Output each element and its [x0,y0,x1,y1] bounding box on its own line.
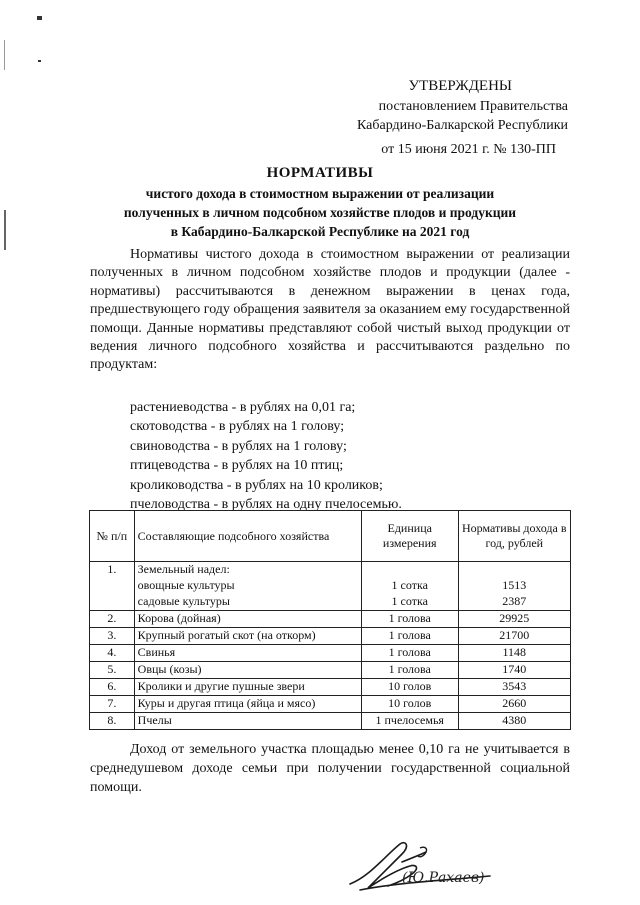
cell-name: Земельный надел: [134,562,361,579]
cell-num: 1. [90,562,135,579]
norms-table [89,510,571,730]
cell-value: 21700 [458,628,570,645]
cell-unit: 1 голова [361,645,458,662]
cell-value: 1513 [458,578,570,594]
table-row [90,594,571,611]
footer-text: Доход от земельного участка площадью менее 0,10 га не учитывается в среднедушевом доходе семьи при получении государственной социальной помощи. [90,742,570,795]
table-header-row [90,511,571,562]
title-sub: чистого дохода в стоимостном выражении от реализации [145,186,495,201]
cell-name: садовые культуры [134,594,361,611]
table-row [90,696,571,713]
scan-mark [4,40,5,70]
list-item: скотоводства - в рублях на 1 голову; [130,419,345,435]
cell-num [90,594,135,611]
approval-line: постановлением Правительства [378,99,568,114]
cell-unit: 1 голова [361,611,458,628]
cell-unit: 10 голов [361,696,458,713]
cell-num: 5. [90,662,135,679]
cell-num: 3. [90,628,135,645]
cell-num: 4. [90,645,135,662]
cell-num [90,578,135,594]
cell-unit: 1 сотка [361,594,458,611]
list-item: кролиководства - в рублях на 10 кроликов; [130,477,383,493]
cell-unit: 1 голова [361,662,458,679]
table-row [90,628,571,645]
signature-name: (Ю.Рахаев) [402,870,485,886]
table-row [90,679,571,696]
table-row [90,645,571,662]
title-sub: полученных в личном подсобном хозяйстве плодов и продукции [123,205,517,220]
approval-line: Кабардино-Балкарской Республики [357,118,568,133]
list-item: пчеловодства - в рублях на одну пчелосемью. [130,497,402,513]
approval-date: от 15 июня 2021 г. № 130-ПП [381,142,556,157]
cell-name: Пчелы [134,713,361,730]
header-num: № п/п [90,511,135,562]
title-sub: в Кабардино-Балкарской Республике на 2021 год [170,224,470,239]
approval-heading: УТВЕРЖДЕНЫ [408,78,512,94]
scan-mark [38,60,41,62]
document-title [60,162,580,241]
signature-image [340,836,500,896]
cell-value: 4380 [458,713,570,730]
scan-mark [37,16,42,20]
table-row [90,562,571,579]
cell-name: Корова (дойная) [134,611,361,628]
list-item: свиноводства - в рублях на 1 голову; [130,438,347,454]
header-name: Составляющие подсобного хозяйства [134,511,361,562]
cell-name: Крупный рогатый скот (на откорм) [134,628,361,645]
cell-num: 6. [90,679,135,696]
table-row [90,662,571,679]
cell-unit: 1 пчелосемья [361,713,458,730]
cell-unit: 1 сотка [361,578,458,594]
cell-num: 8. [90,713,135,730]
cell-num: 2. [90,611,135,628]
cell-unit: 1 голова [361,628,458,645]
list-item: птицеводства - в рублях на 10 птиц; [130,458,344,474]
cell-unit: 10 голов [361,679,458,696]
table-row [90,578,571,594]
list-item: растениеводства - в рублях на 0,01 га; [130,400,356,415]
cell-name: Овцы (козы) [134,662,361,679]
footer-paragraph [90,740,570,797]
cell-name: Кролики и другие пушные звери [134,679,361,696]
cell-value: 2387 [458,594,570,611]
cell-value: 1148 [458,645,570,662]
cell-name: Свинья [134,645,361,662]
cell-unit [361,562,458,579]
title-main: НОРМАТИВЫ [266,165,374,181]
intro-paragraph [90,246,570,375]
intro-text: Нормативы чистого дохода в стоимостном выражении от реализации полученных в личном подсобном хозяйстве плодов и продукции (далее - нормативы) рассчитываются в денежном выражении в ценах года, предшествующего году обращения заявителя за оказанием ему государственной помощи. Данные нормативы представляют собой чистый выход продукции от ведения личного подсобного хозяйства и рассчитываются раздельно по продуктам: [90,247,570,373]
cell-value [458,562,570,579]
header-value: Нормативы дохода в год, рублей [458,511,570,562]
cell-value: 1740 [458,662,570,679]
product-list [130,398,570,514]
header-unit: Единица измерения [361,511,458,562]
cell-name: овощные культуры [134,578,361,594]
scan-mark [4,210,6,250]
cell-value: 2660 [458,696,570,713]
cell-value: 3543 [458,679,570,696]
cell-value: 29925 [458,611,570,628]
table-row [90,611,571,628]
cell-num: 7. [90,696,135,713]
table-row [90,713,571,730]
cell-name: Куры и другая птица (яйца и мясо) [134,696,361,713]
